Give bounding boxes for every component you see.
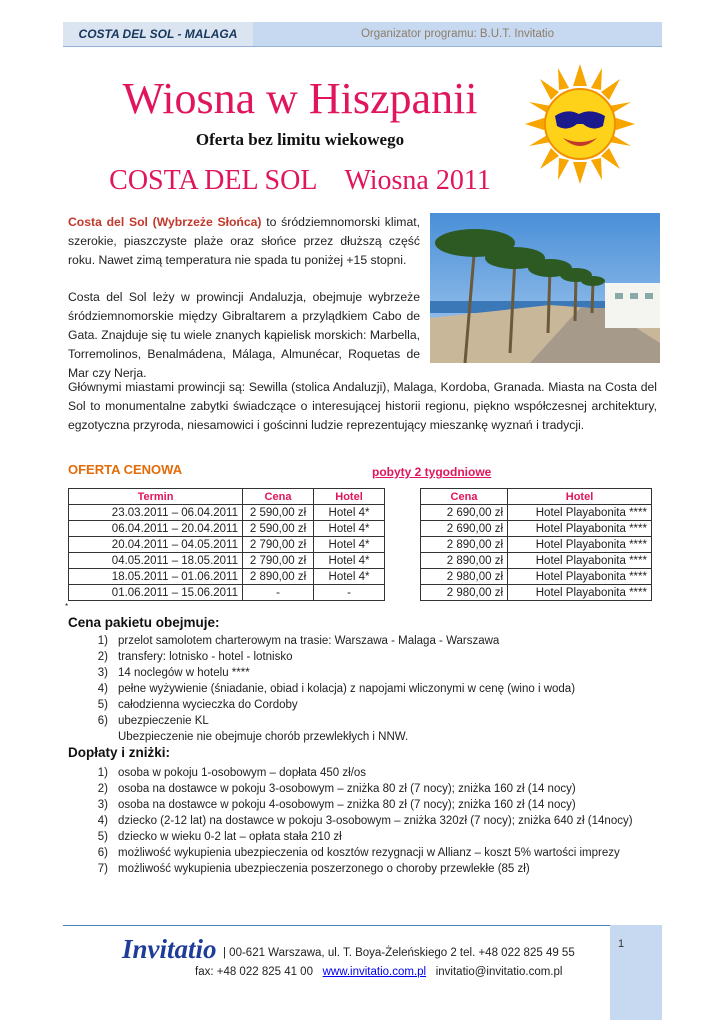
list-item-text: przelot samolotem charterowym na trasie: Warszawa - Malaga - Warszawa — [118, 635, 500, 647]
price-cell: 2 690,00 zł — [421, 521, 508, 537]
header-organizer: Organizator programu: B.U.T. Invitatio — [253, 22, 662, 46]
hotel-cell: - — [314, 585, 385, 601]
list-item-text: osoba w pokoju 1-osobowym – dopłata 450 zł/os — [118, 767, 367, 779]
table-row — [421, 521, 652, 537]
table-row — [421, 505, 652, 521]
list-item: 3) osoba na dostawce w pokoju 4-osobowym – zniżka 80 zł (7 nocy); zniżka 160 zł (14 nocy) — [97, 799, 576, 811]
list-item-text: 14 noclegów w hotelu **** — [118, 667, 250, 679]
column-header-hotel: Hotel — [314, 489, 385, 505]
hotel-cell: Hotel 4* — [314, 569, 385, 585]
email-address[interactable]: invitatio@invitatio.com.pl — [435, 966, 563, 978]
hotel-cell: Hotel 4* — [314, 537, 385, 553]
list-item-text: transfery: lotnisko - hotel - lotnisko — [118, 651, 293, 663]
price-cell: 2 890,00 zł — [421, 537, 508, 553]
table-row — [421, 569, 652, 585]
page-number: 1 — [618, 938, 625, 950]
stay-length-label: pobyty 2 tygodniowe — [372, 465, 492, 479]
destination-name: COSTA DEL SOL — [109, 165, 318, 196]
hotel-cell: Hotel 4* — [314, 553, 385, 569]
intro-paragraph-3: Głównymi miastami prowincji są: Sewilla (stolica Andaluzji), Malaga, Kordoba, Granada. Miasta na Costa del Sol to monumentalne zabytki świadczące o interesującej historii regionu, piękno współczesnej architektury, egzotyczna przyroda, niesamowici i gościnni ludzie reprezentujący mieszankę wyznań i tradycji. — [68, 380, 657, 432]
extras-list — [68, 765, 633, 877]
price-cell: 2 590,00 zł — [243, 505, 314, 521]
hotel-cell: Hotel Playabonita **** — [508, 553, 652, 569]
list-item: 2) transfery: lotnisko - hotel - lotnisko — [97, 651, 293, 663]
header-region-label: COSTA DEL SOL - MALAGA — [63, 22, 253, 46]
column-header-price: Cena — [421, 489, 508, 505]
hotel-cell: Hotel Playabonita **** — [508, 521, 652, 537]
list-item-text: dziecko w wieku 0-2 lat – opłata stała 210 zł — [118, 831, 342, 843]
list-item: 1) osoba w pokoju 1-osobowym – dopłata 450 zł/os — [97, 767, 367, 779]
footer-fax: fax: +48 022 825 41 00 — [195, 966, 313, 978]
list-item-text: ubezpieczenie KL — [118, 715, 209, 727]
price-cell: 2 690,00 zł — [421, 505, 508, 521]
package-list — [68, 633, 575, 745]
page-title: Wiosna w Hiszpanii — [122, 74, 478, 123]
list-item: 2) osoba na dostawce w pokoju 3-osobowym – zniżka 80 zł (7 nocy); zniżka 160 zł (14 nocy) — [97, 783, 576, 795]
table-row — [69, 505, 385, 521]
price-cell: 2 890,00 zł — [243, 569, 314, 585]
package-note: Ubezpieczenie nie obejmuje chorób przewlekłych i NNW. — [118, 731, 409, 743]
website-link[interactable]: www.invitatio.com.pl — [322, 966, 427, 978]
column-header-term: Termin — [69, 489, 243, 505]
header-divider — [63, 46, 662, 47]
price-cell: - — [243, 585, 314, 601]
list-item-text: dziecko (2-12 lat) na dostawce w pokoju 3-osobowym – zniżka 320zł (7 nocy); zniżka 640 zł (14nocy) — [118, 815, 633, 827]
company-logo: Invitatio — [122, 934, 217, 964]
table-row — [421, 585, 652, 601]
table-header-row — [421, 489, 652, 505]
table-row — [69, 553, 385, 569]
list-item-text: możliwość wykupienia ubezpieczenia poszerzonego o choroby przewlekłe (85 zł) — [118, 863, 530, 875]
term-cell: 06.04.2011 – 20.04.2011 — [69, 521, 243, 537]
table-row — [69, 585, 385, 601]
list-item: 6) możliwość wykupienia ubezpieczenia od kosztów rezygnacji w Allianz – koszt 5% wartości imprezy — [97, 847, 620, 859]
hotel-cell: Hotel Playabonita **** — [508, 569, 652, 585]
list-item-text: możliwość wykupienia ubezpieczenia od kosztów rezygnacji w Allianz – koszt 5% wartości imprezy — [118, 847, 620, 859]
hotel-cell: Hotel 4* — [314, 505, 385, 521]
table-header-row — [69, 489, 385, 505]
table-row — [69, 569, 385, 585]
list-item: 5) całodzienna wycieczka do Cordoby — [97, 699, 298, 711]
list-item-text: pełne wyżywienie (śniadanie, obiad i kolacja) z napojami wliczonymi w cenę (wino i woda) — [118, 683, 576, 695]
table-row — [69, 521, 385, 537]
list-item: 5) dziecko w wieku 0-2 lat – opłata stała 210 zł — [97, 831, 342, 843]
term-cell: 23.03.2011 – 06.04.2011 — [69, 505, 243, 521]
term-cell: 01.06.2011 – 15.06.2011 — [69, 585, 243, 601]
list-item-text: osoba na dostawce w pokoju 3-osobowym – zniżka 80 zł (7 nocy); zniżka 160 zł (14 nocy) — [118, 783, 576, 795]
destination-heading — [0, 164, 600, 198]
hotel-cell: Hotel Playabonita **** — [508, 585, 652, 601]
list-item-text: osoba na dostawce w pokoju 4-osobowym – zniżka 80 zł (7 nocy); zniżka 160 zł (14 nocy) — [118, 799, 576, 811]
price-cell: 2 980,00 zł — [421, 585, 508, 601]
list-item-text: całodzienna wycieczka do Cordoby — [118, 699, 298, 711]
price-cell: 2 790,00 zł — [243, 537, 314, 553]
term-cell: 20.04.2011 – 04.05.2011 — [69, 537, 243, 553]
list-item: 7) możliwość wykupienia ubezpieczenia poszerzonego o choroby przewlekłe (85 zł) — [97, 863, 530, 875]
intro-paragraph-2: Costa del Sol leży w prowincji Andaluzja, obejmuje wybrzeże śródziemnomorskie między Gibraltarem a przylądkiem Cabo de Gata. Znajduje się tu wiele znanych kąpielisk morskich: Marbella, Torremolinos, Benalmádena, Málaga, Almunécar, Roquetas de Mar czy Nerja. — [68, 290, 420, 380]
list-item: 1) przelot samolotem charterowym na trasie: Warszawa - Malaga - Warszawa — [97, 635, 500, 647]
hotel-cell: Hotel 4* — [314, 521, 385, 537]
sun-mascot-icon — [525, 64, 635, 184]
price-table-hotel-4 — [68, 488, 385, 601]
term-cell: 04.05.2011 – 18.05.2011 — [69, 553, 243, 569]
beach-promenade-photo — [430, 213, 660, 363]
extras-heading: Dopłaty i zniżki: — [68, 745, 171, 760]
offer-heading: OFERTA CENOWA — [68, 462, 183, 477]
table-footnote-marker: * — [65, 602, 69, 611]
price-cell: 2 590,00 zł — [243, 521, 314, 537]
list-item: 4) dziecko (2-12 lat) na dostawce w pokoju 3-osobowym – zniżka 320zł (7 nocy); zniżka 640 zł (14nocy) — [97, 815, 633, 827]
price-cell: 2 890,00 zł — [421, 553, 508, 569]
package-heading: Cena pakietu obejmuje: — [68, 615, 220, 630]
table-row — [421, 553, 652, 569]
term-cell: 18.05.2011 – 01.06.2011 — [69, 569, 243, 585]
list-item: 4) pełne wyżywienie (śniadanie, obiad i kolacja) z napojami wliczonymi w cenę (wino i woda) — [97, 683, 576, 695]
hotel-cell: Hotel Playabonita **** — [508, 505, 652, 521]
footer-divider — [63, 925, 618, 926]
list-item: 3) 14 noclegów w hotelu **** — [97, 667, 250, 679]
intro-text: to śródziemnomorski klimat, szerokie, piaszczyste plaże oraz słońce przez dłuższą część roku. Nawet zimą temperatura nie spada tu poniżej +15 stopni. — [68, 215, 421, 267]
column-header-price: Cena — [243, 489, 314, 505]
season-name: Wiosna 2011 — [344, 165, 491, 196]
intro-highlight: Costa del Sol (Wybrzeże Słońca) — [68, 215, 262, 229]
hotel-cell: Hotel Playabonita **** — [508, 537, 652, 553]
page-subtitle: Oferta bez limitu wiekowego — [195, 130, 405, 149]
table-row — [421, 537, 652, 553]
column-header-hotel: Hotel — [508, 489, 652, 505]
list-item: 6) ubezpieczenie KL — [97, 715, 209, 727]
footer-contact — [195, 966, 562, 978]
intro-paragraph-1 — [68, 213, 420, 270]
price-cell: 2 980,00 zł — [421, 569, 508, 585]
price-cell: 2 790,00 zł — [243, 553, 314, 569]
footer-address: | 00-621 Warszawa, ul. T. Boya-Żeleńskiego 2 tel. +48 022 825 49 55 — [223, 947, 575, 959]
price-table-playabonita — [420, 488, 652, 601]
table-row — [69, 537, 385, 553]
